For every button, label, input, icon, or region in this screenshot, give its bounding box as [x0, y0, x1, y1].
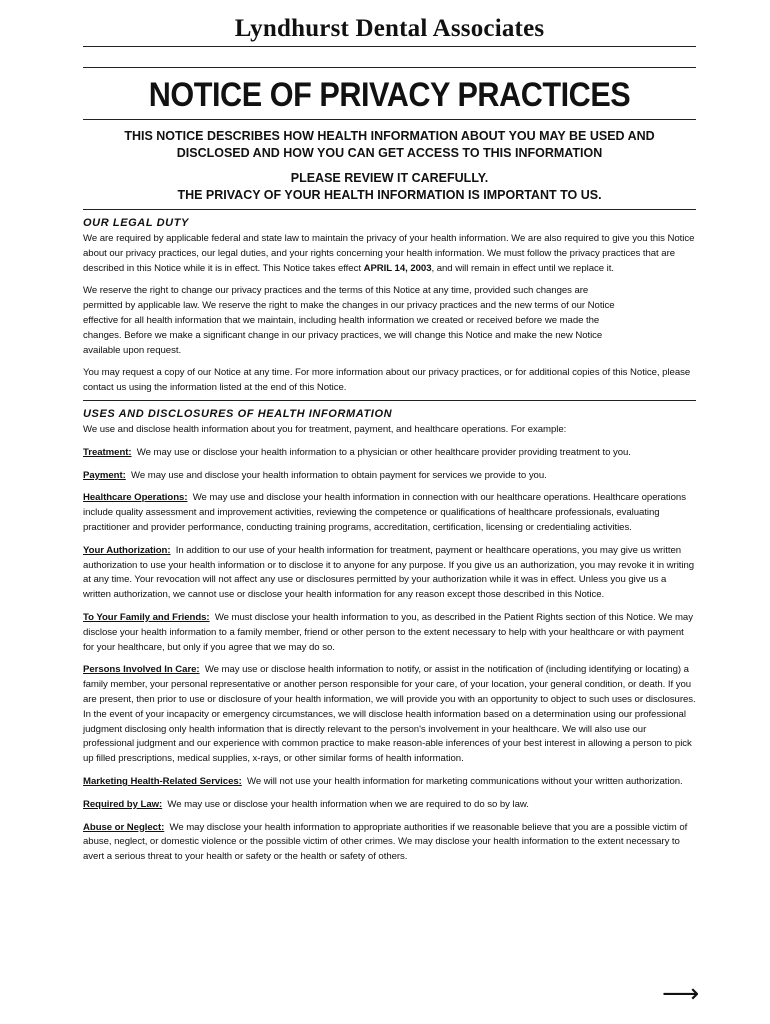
use-item-persons-involved — [83, 663, 696, 767]
arrow-right-icon[interactable]: ⟶ — [662, 979, 700, 1009]
legal-duty-section — [83, 216, 696, 396]
use-item-text: We may use or disclose health information to notify, or assist in the notification of (including identifying or locating) a family member, your personal representative or another person responsible for your care, of your location, your general condition, or death. If you are present, then prior to use or disclosure of your health information, we will provide you with an opportunity to object to such uses or disclosures. In the event of your incapacity or emergency circumstances, we will disclose health information based on a determination using our professional judgment disclosing only health information that is directly relevant to the person's involvement in your healthcare. We will also use our professional judgment and our experience with common practice to make reason-able inferences of your best interest in allowing a person to pick up filled prescriptions, medical supplies, x-rays, or other similar forms of health information. — [83, 664, 696, 765]
use-item-label: Healthcare Operations: — [83, 492, 188, 504]
use-item-label: Required by Law: — [83, 798, 163, 810]
use-item-label: Marketing Health-Related Services: — [83, 775, 242, 787]
use-item-family-friends — [83, 611, 696, 655]
paragraph-text: We are required by applicable federal and state law to maintain the privacy of your health information. We are also required to give you this Notice about our privacy practices, our legal duties, and your rights concerning your health information. We must follow the privacy practices that are described in this Notice while it is in effect. This Notice takes effect — [83, 233, 695, 274]
divider — [83, 119, 696, 120]
use-item-payment — [83, 469, 696, 484]
use-item-label: Payment: — [83, 469, 126, 481]
section-title-legal-duty: OUR LEGAL DUTY — [83, 217, 189, 229]
use-item-marketing — [83, 775, 696, 790]
use-item-text: In addition to our use of your health information for treatment, payment or healthcare operations, you may give us written authorization to use your health information or to disclose it to anyone for any purpose. If you give us an authorization, you may revoke it in writing at any time. Your revocation will not affect any use or disclosures permitted by your authorization while it was in effect. Unless you give us a written authorization, we cannot use or disclose your health information for any reason except those described in this Notice. — [83, 544, 695, 601]
use-item-text: We may use and disclose your health information to obtain payment for services we provide to you. — [131, 469, 547, 481]
legal-duty-paragraph: We reserve the right to change our privacy practices and the terms of this Notice at any time, provided such changes are permitted by applicable law. We reserve the right to make the changes in our privacy practices and the new terms of our Notice effective for all health information that we maintain, including health information we created or received before we made the changes. Before we make a significant change in our privacy practices, we will change this Notice and make the new Notice available upon request. — [83, 285, 615, 356]
use-item-label: To Your Family and Friends: — [83, 611, 210, 623]
review-notice — [83, 170, 696, 204]
divider — [83, 67, 696, 68]
review-line: PLEASE REVIEW IT CAREFULLY. — [290, 171, 489, 185]
use-item-text: We will not use your health information for marketing communications without your written authorization. — [247, 775, 683, 787]
subtitle-line: DISCLOSED AND HOW YOU CAN GET ACCESS TO THIS INFORMATION — [176, 146, 603, 160]
divider — [83, 400, 696, 401]
use-item-text: We may use and disclose your health information in connection with our healthcare operations. Healthcare operations include quality assessment and improvement activities, reviewing the competence or qualifications of healthcare professionals, evaluating practitioner and provider performance, conducting training programs, accreditation, certification, licensing or credentialing activities. — [83, 492, 686, 533]
effective-date: APRIL 14, 2003 — [363, 262, 432, 274]
notice-subtitle — [83, 128, 696, 162]
subtitle-line: THIS NOTICE DESCRIBES HOW HEALTH INFORMATION ABOUT YOU MAY BE USED AND — [124, 129, 655, 143]
use-item-text: We must disclose your health information to you, as described in the Patient Rights section of this Notice. We may disclose your health information to a family member, friend or other person to the extent necessary to help with your healthcare or with payment for your healthcare, but only if you agree that we may do so. — [83, 611, 693, 653]
review-line: THE PRIVACY OF YOUR HEALTH INFORMATION IS IMPORTANT TO US. — [177, 188, 602, 202]
uses-section — [83, 407, 696, 865]
legal-duty-paragraph: You may request a copy of our Notice at any time. For more information about our privacy practices, or for additional copies of this Notice, please contact us using the information listed at the end of this Notice. — [83, 367, 691, 394]
notice-title: NOTICE OF PRIVACY PRACTICES — [148, 76, 631, 114]
use-item-label: Treatment: — [83, 446, 132, 458]
section-title-uses: USES AND DISCLOSURES OF HEALTH INFORMATION — [83, 407, 393, 420]
use-item-label: Abuse or Neglect: — [83, 821, 165, 833]
notice-page — [83, 14, 696, 865]
paragraph-text: , and will remain in effect until we replace it. — [431, 262, 614, 274]
use-item-label: Persons Involved In Care: — [83, 664, 200, 676]
divider — [83, 46, 696, 47]
uses-intro: We use and disclose health information about you for treatment, payment, and healthcare operations. For example: — [83, 423, 567, 435]
divider — [83, 209, 696, 210]
use-item-abuse-neglect — [83, 821, 696, 865]
practice-name: Lyndhurst Dental Associates — [234, 15, 545, 42]
use-item-text: We may disclose your health information to appropriate authorities if we reasonable believe that you are a possible victim of abuse, neglect, or domestic violence or the possible victim of other crimes. We may disclose your health information to the extent necessary to avert a serious threat to your health or safety or the health or safety of others. — [83, 821, 688, 863]
use-item-authorization — [83, 544, 696, 603]
use-item-text: We may use or disclose your health information when we are required to do so by law. — [167, 798, 529, 810]
use-item-healthcare-operations — [83, 491, 696, 535]
use-item-required-by-law — [83, 798, 696, 813]
legal-duty-paragraph — [83, 232, 696, 276]
use-item-treatment — [83, 446, 696, 461]
use-item-text: We may use or disclose your health information to a physician or other healthcare provider providing treatment to you. — [136, 446, 631, 458]
use-item-label: Your Authorization: — [83, 544, 171, 556]
